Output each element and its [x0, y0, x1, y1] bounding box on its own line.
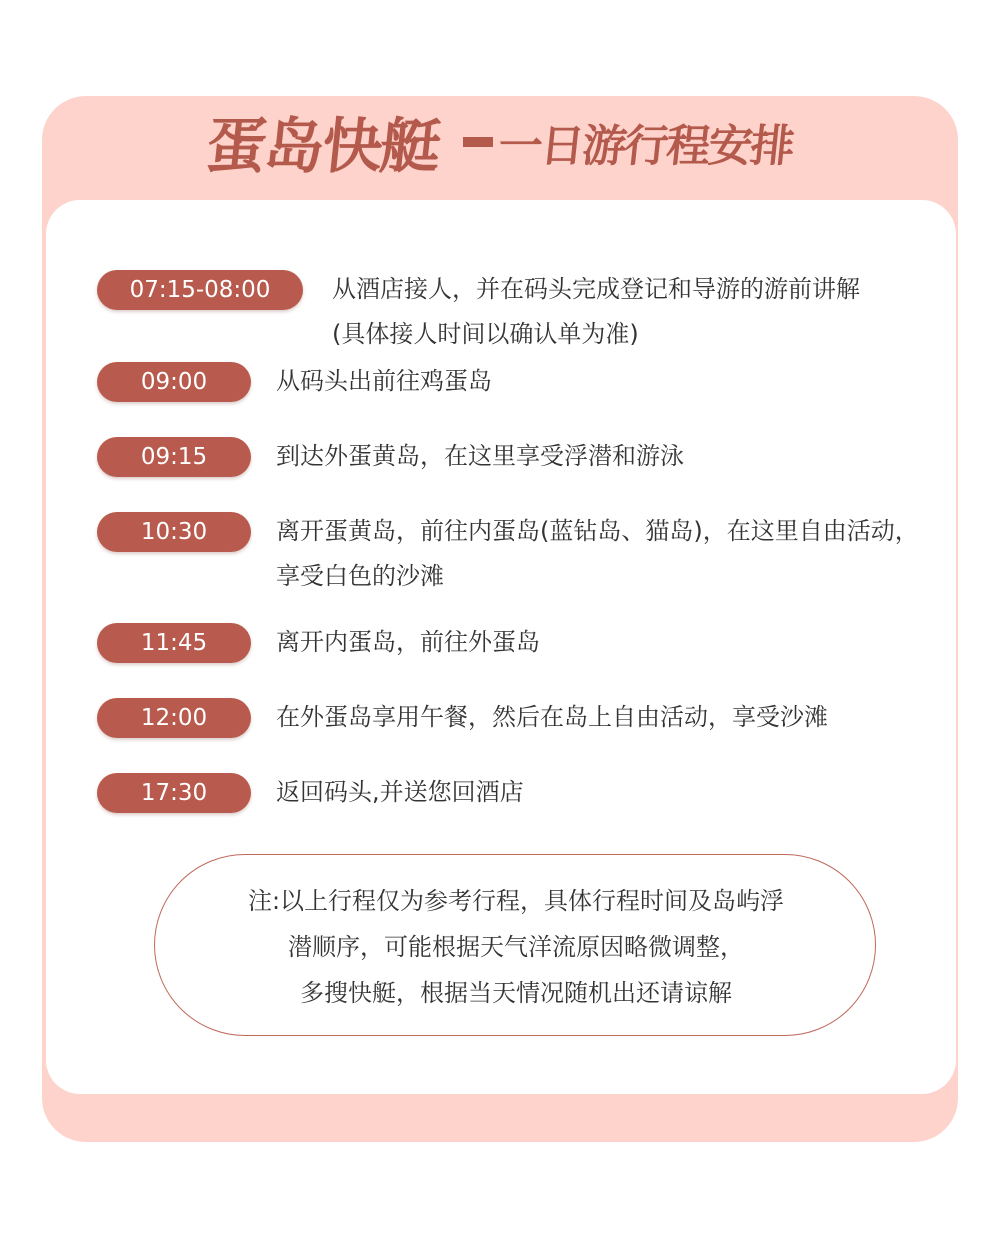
schedule-item-text: 离开内蛋岛，前往外蛋岛 — [276, 628, 540, 656]
page-title — [0, 100, 1000, 184]
schedule-item-text: (具体接人时间以确认单为准) — [332, 320, 639, 348]
time-badge: 09:00 — [97, 362, 251, 402]
title-dash-decoration — [463, 137, 493, 147]
schedule-item-text: 从酒店接人，并在码头完成登记和导游的游前讲解 — [332, 275, 860, 303]
note-line: 注:以上行程仅为参考行程，具体行程时间及岛屿浮 — [247, 887, 785, 915]
time-badge: 09:15 — [97, 437, 251, 477]
title-main: 蛋岛快艇 — [202, 112, 443, 182]
schedule-item-text: 在外蛋岛享用午餐，然后在岛上自由活动，享受沙滩 — [276, 703, 828, 731]
time-badge: 07:15-08:00 — [97, 270, 303, 310]
schedule-item-text: 享受白色的沙滩 — [276, 562, 444, 590]
note-line: 多搜快艇，根据当天情况随机出还请谅解 — [300, 979, 732, 1007]
title-sub: 一日游行程安排 — [495, 121, 796, 172]
note-line: 潜顺序，可能根据天气洋流原因略微调整， — [288, 933, 744, 961]
schedule-item-text: 从码头出前往鸡蛋岛 — [276, 367, 492, 395]
time-badge: 17:30 — [97, 773, 251, 813]
schedule-item-text: 离开蛋黄岛，前往内蛋岛(蓝钻岛、猫岛)，在这里自由活动， — [276, 517, 919, 545]
time-badge: 10:30 — [97, 512, 251, 552]
schedule-item-text: 到达外蛋黄岛，在这里享受浮潜和游泳 — [276, 442, 684, 470]
time-badge: 11:45 — [97, 623, 251, 663]
time-badge: 12:00 — [97, 698, 251, 738]
note-box — [154, 854, 876, 1036]
schedule-item-text: 返回码头,并送您回酒店 — [276, 778, 524, 806]
